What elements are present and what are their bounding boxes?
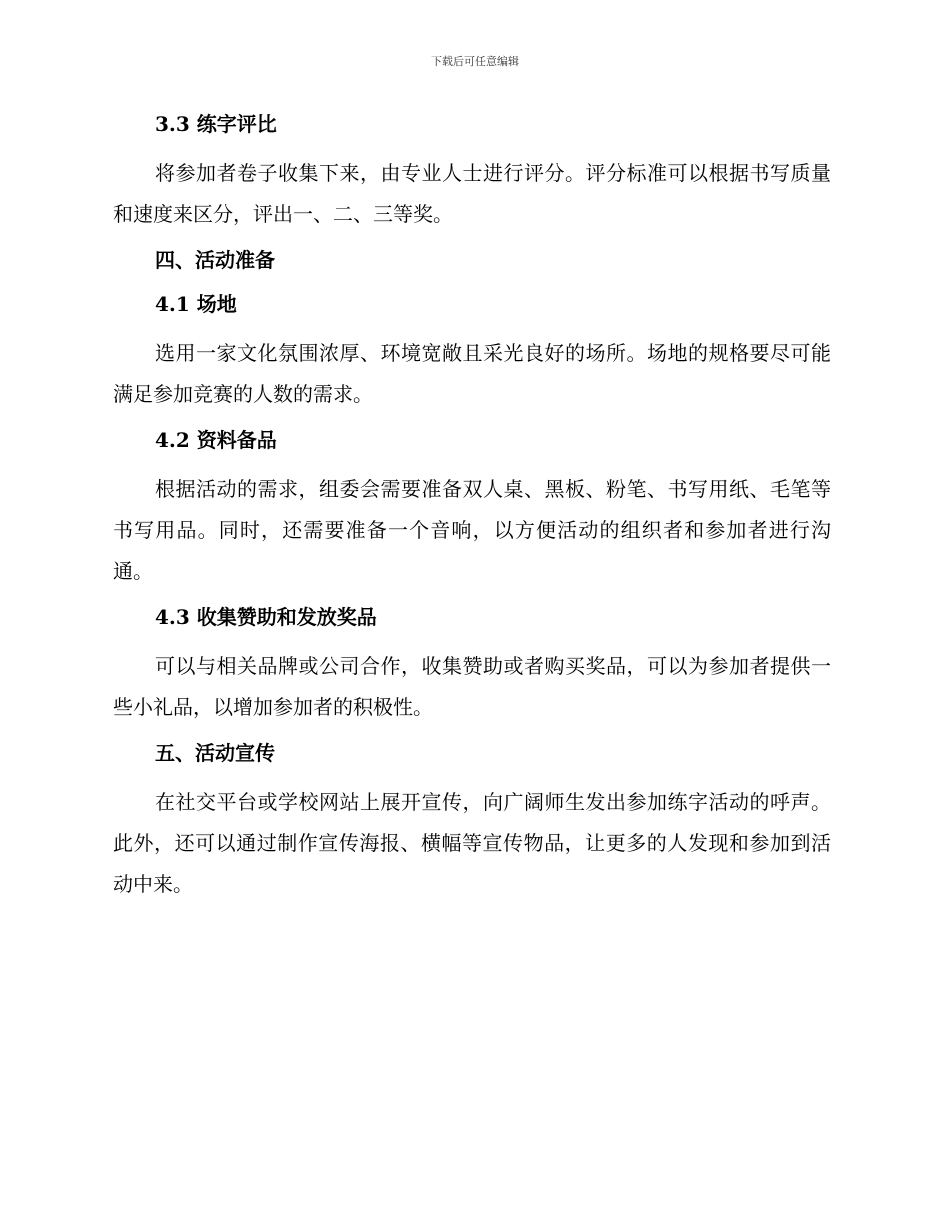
section-heading-4-1: 4.1 场地 bbox=[155, 292, 237, 316]
header-note: 下载后可任意编辑 bbox=[431, 55, 519, 68]
paragraph-materials: 根据活动的需求，组委会需要准备双人桌、黑板、粉笔、书写用纸、毛笔等书写用品。同时，还需要准备一个音响，以方便活动的组织者和参加者进行沟通。 bbox=[113, 477, 831, 583]
paragraph-venue: 选用一家文化氛围浓厚、环境宽敞且采光良好的场所。场地的规格要尽可能满足参加竞赛的人数的需求。 bbox=[113, 341, 831, 406]
paragraph-judging: 将参加者卷子收集下来，由专业人士进行评分。评分标准可以根据书写质量和速度来区分，评出一、二、三等奖。 bbox=[113, 161, 831, 226]
section-heading-3-3: 3.3 练字评比 bbox=[155, 112, 277, 136]
section-heading-5: 五、活动宣传 bbox=[155, 741, 275, 765]
document-body bbox=[113, 110, 831, 905]
section-heading-4-2: 4.2 资料备品 bbox=[155, 428, 277, 452]
section-heading-4: 四、活动准备 bbox=[155, 248, 275, 272]
section-heading-4-3: 4.3 收集赞助和发放奖品 bbox=[155, 605, 377, 629]
paragraph-promotion: 在社交平台或学校网站上展开宣传，向广阔师生发出参加练字活动的呼声。此外，还可以通过制作宣传海报、横幅等宣传物品，让更多的人发现和参加到活动中来。 bbox=[113, 790, 831, 896]
paragraph-sponsorship: 可以与相关品牌或公司合作，收集赞助或者购买奖品，可以为参加者提供一些小礼品，以增加参加者的积极性。 bbox=[113, 654, 831, 719]
